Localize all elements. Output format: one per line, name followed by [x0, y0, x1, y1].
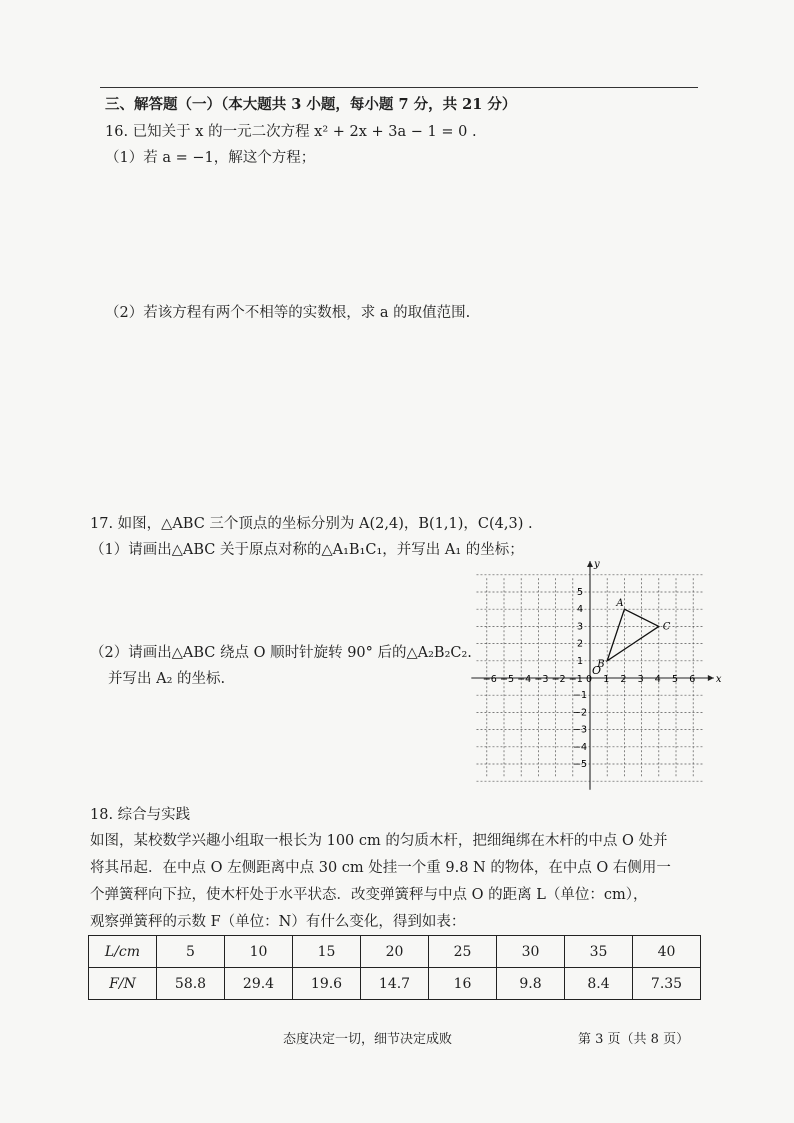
q18-para1: 如图，某校数学兴趣小组取一根长为 100 cm 的匀质木杆，把细绳绑在木杆的中点 O 处并 [90, 833, 668, 849]
table-row [89, 936, 701, 968]
x-tick-label: −6 [482, 674, 497, 685]
x-axis-arrow [708, 675, 714, 681]
y-axis-arrow [587, 561, 593, 567]
x-tick-label: −2 [551, 674, 566, 685]
y-axis-label: y [594, 559, 600, 571]
table-cell: 5 [157, 936, 225, 968]
table-cell: 7.35 [633, 968, 701, 1000]
x-tick-label: 1 [603, 674, 610, 685]
table-cell: 10 [225, 936, 293, 968]
q17-part1: （1）请画出△ABC 关于原点对称的△A₁B₁C₁，并写出 A₁ 的坐标； [90, 542, 524, 558]
q18-para4: 观察弹簧秤的示数 F（单位：N）有什么变化，得到如表： [90, 914, 466, 930]
footer-page-number: 第 3 页（共 8 页） [578, 1032, 690, 1047]
q18-para2: 将其吊起．在中点 O 左侧距离中点 30 cm 处挂一个重 9.8 N 的物体，在中点 O 右侧用一 [90, 860, 671, 876]
point-label-a: A [616, 598, 624, 610]
section-title: 三、解答题（一）（本大题共 3 小题，每小题 7 分，共 21 分） [105, 96, 517, 113]
point-label-b: B [597, 658, 605, 670]
table-cell: 8.4 [565, 968, 633, 1000]
q17-part2-line2: 并写出 A₂ 的坐标. [108, 671, 226, 687]
table-cell: 14.7 [361, 968, 429, 1000]
y-tick-label: −5 [572, 759, 588, 770]
table-cell: 58.8 [157, 968, 225, 1000]
table-cell: 29.4 [225, 968, 293, 1000]
y-tick-label: −4 [572, 741, 588, 753]
table-cell: 35 [565, 936, 633, 968]
table-cell: 9.8 [497, 968, 565, 1000]
x-tick-label: −3 [534, 674, 549, 685]
origin-label: O [592, 664, 602, 677]
table-header-l: L/cm [89, 936, 157, 968]
footer-motto: 态度决定一切，细节决定成败 [283, 1032, 453, 1047]
coordinate-grid-svg [468, 558, 724, 802]
x-tick-label: 4 [654, 674, 661, 685]
table-cell: 20 [361, 936, 429, 968]
x-tick-label: 2 [620, 674, 627, 685]
table-cell: 30 [497, 936, 565, 968]
table-row [89, 968, 701, 1000]
y-tick-label: 5 [576, 587, 584, 598]
header-rule [100, 87, 698, 88]
q18-para3: 个弹簧秤向下拉，使木杆处于水平状态．改变弹簧秤与中点 O 的距离 L（单位：cm）， [90, 887, 648, 903]
triangle-abc [607, 609, 659, 661]
x-tick-label: 3 [637, 674, 644, 685]
table-cell: 19.6 [293, 968, 361, 1000]
q17-part2-line1: （2）请画出△ABC 绕点 O 顺时针旋转 90° 后的△A₂B₂C₂. [90, 645, 472, 661]
data-table [88, 935, 701, 1000]
q17-stem: 17. 如图，△ABC 三个顶点的坐标分别为 A(2,4)，B(1,1)，C(4,3) . [90, 516, 533, 532]
y-tick-label: −2 [572, 707, 588, 719]
table-cell: 16 [429, 968, 497, 1000]
y-tick-label: 4 [576, 604, 584, 616]
table-cell: 15 [293, 936, 361, 968]
y-tick-label: −1 [572, 690, 588, 702]
q16-part1: （1）若 a = −1，解这个方程； [105, 150, 316, 166]
x-tick-label: −1 [568, 674, 583, 685]
q16-part2: （2）若该方程有两个不相等的实数根，求 a 的取值范围. [105, 305, 471, 321]
table-cell: 25 [429, 936, 497, 968]
x-tick-label: 6 [689, 674, 696, 685]
y-tick-label: 2 [576, 638, 584, 650]
x-axis-label: x [715, 674, 722, 685]
coordinate-grid [468, 558, 724, 802]
x-tick-label: 5 [672, 674, 679, 685]
table-cell: 40 [633, 936, 701, 968]
y-tick-label: 1 [576, 655, 584, 667]
x-tick-label: −4 [517, 674, 532, 685]
table-header-f: F/N [89, 968, 157, 1000]
y-tick-label: −3 [572, 724, 588, 736]
y-tick-label: 3 [576, 621, 584, 633]
point-label-c: C [662, 621, 671, 633]
x-tick-label: −5 [500, 674, 515, 685]
x-tick-label: 0 [586, 674, 593, 685]
q18-title: 18. 综合与实践 [90, 807, 191, 823]
q16-stem: 16. 已知关于 x 的一元二次方程 x² + 2x + 3a − 1 = 0 . [105, 124, 477, 140]
